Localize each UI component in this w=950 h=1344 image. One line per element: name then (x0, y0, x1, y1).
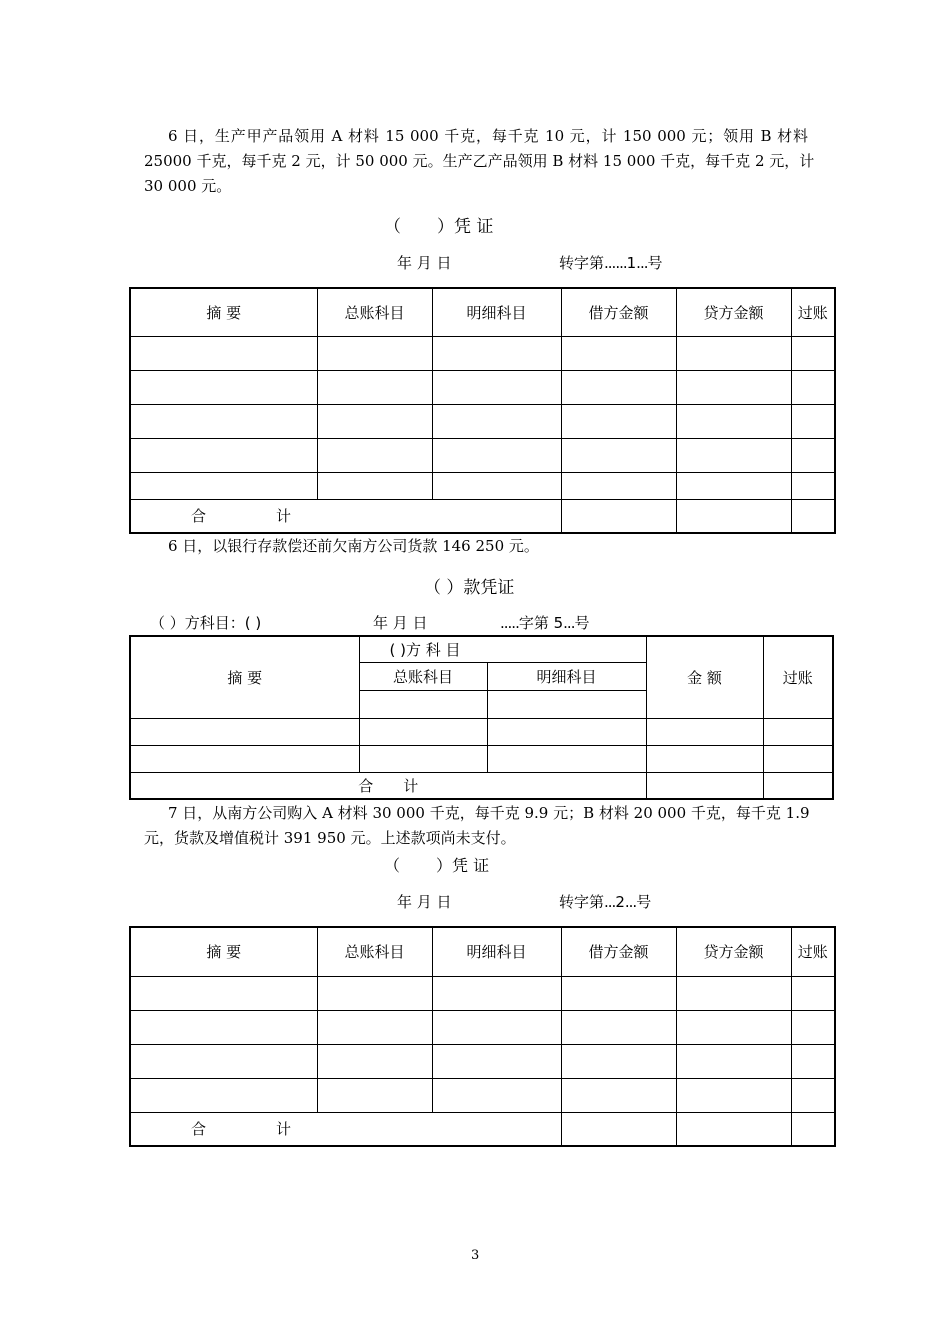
voucher1-total-row (130, 499, 835, 533)
cell[interactable] (561, 336, 676, 370)
header-general-account: 总账科目 (317, 288, 432, 336)
total-credit-cell[interactable] (676, 1112, 791, 1146)
cell[interactable] (561, 976, 676, 1010)
cell[interactable] (432, 370, 561, 404)
cell[interactable] (791, 370, 835, 404)
total-label (130, 772, 646, 799)
voucher1-date: 年 月 日 (397, 254, 452, 272)
table-row (130, 336, 835, 370)
voucher3-total-row (130, 1112, 835, 1146)
voucher2-number-dots: ..... (500, 614, 519, 632)
header-amount: 金 额 (646, 636, 763, 718)
total-label-part: 合 (358, 776, 374, 795)
cell[interactable] (130, 336, 317, 370)
voucher3-title-open: （ (384, 856, 401, 875)
total-label (130, 1112, 561, 1146)
cell[interactable] (791, 1044, 835, 1078)
total-posted-cell[interactable] (791, 1112, 835, 1146)
cell[interactable] (317, 1078, 432, 1112)
paragraph-transaction-6-materials (144, 124, 815, 199)
cell[interactable] (561, 370, 676, 404)
cell[interactable] (130, 404, 317, 438)
voucher3-number-dots: ... (604, 893, 616, 911)
cell[interactable] (676, 1010, 791, 1044)
cell[interactable] (763, 745, 833, 772)
cell[interactable] (317, 370, 432, 404)
cell[interactable] (487, 718, 646, 745)
header-summary: 摘 要 (130, 636, 359, 718)
total-label-part: 合 (191, 507, 207, 526)
paragraph-line: 元，货款及增值税计 391 950 元。上述款项尚未支付。 (144, 829, 516, 847)
header-summary: 摘 要 (130, 288, 317, 336)
total-debit-cell[interactable] (561, 499, 676, 533)
header-side-account: ( )方 科 目 (359, 636, 646, 662)
table-row (130, 718, 833, 745)
total-label-part: 合 (191, 1120, 207, 1139)
voucher1-number-value: 1 (626, 254, 637, 272)
cell[interactable] (561, 438, 676, 472)
cell[interactable] (763, 718, 833, 745)
cell[interactable] (432, 404, 561, 438)
voucher2-number (500, 612, 589, 633)
cell[interactable] (317, 976, 432, 1010)
cell[interactable] (432, 438, 561, 472)
cell[interactable] (359, 745, 487, 772)
cell[interactable] (561, 1044, 676, 1078)
header-general-account: 总账科目 (317, 927, 432, 976)
cell[interactable] (561, 1010, 676, 1044)
header-summary: 摘 要 (130, 927, 317, 976)
cell[interactable] (676, 404, 791, 438)
cell[interactable] (646, 745, 763, 772)
cell[interactable] (317, 438, 432, 472)
table-row (130, 472, 835, 499)
cell[interactable] (676, 370, 791, 404)
voucher3-table (129, 926, 836, 1147)
cell[interactable] (791, 404, 835, 438)
cell[interactable] (130, 718, 359, 745)
cell[interactable] (317, 336, 432, 370)
voucher1-number-dots: ...... (604, 254, 627, 272)
table-row (130, 976, 835, 1010)
voucher1-number-prefix: 转字第 (559, 254, 605, 272)
total-posted-cell[interactable] (791, 499, 835, 533)
voucher3-number-dots: ... (624, 893, 637, 911)
cell[interactable] (317, 1044, 432, 1078)
cell[interactable] (432, 1044, 561, 1078)
total-label-part: 计 (276, 1120, 292, 1139)
paragraph-line: 6 日，以银行存款偿还前欠南方公司货款 146 250 元。 (168, 537, 539, 555)
cell[interactable] (676, 438, 791, 472)
header-posted: 过账 (791, 288, 835, 336)
voucher3-number-suffix: 号 (636, 893, 652, 911)
cell[interactable] (676, 336, 791, 370)
cell[interactable] (130, 438, 317, 472)
header-general-account: 总账科目 (359, 662, 487, 690)
table-row (130, 1010, 835, 1044)
table-row (130, 745, 833, 772)
cell[interactable] (791, 472, 835, 499)
paragraph-transaction-6-repayment (144, 534, 808, 559)
cell[interactable] (359, 718, 487, 745)
header-detail-account: 明细科目 (432, 927, 561, 976)
cell[interactable] (432, 472, 561, 499)
voucher3-title-close: ）凭 证 (436, 856, 490, 875)
cell[interactable] (130, 745, 359, 772)
voucher3-header-row (130, 927, 835, 976)
cell[interactable] (791, 336, 835, 370)
cell[interactable] (359, 690, 487, 718)
cell[interactable] (130, 370, 317, 404)
cell[interactable] (676, 1044, 791, 1078)
table-row (130, 1078, 835, 1112)
voucher1-title-open: （ (384, 217, 401, 237)
cell[interactable] (791, 976, 835, 1010)
voucher2-total-row (130, 772, 833, 799)
header-posted: 过账 (763, 636, 833, 718)
cell[interactable] (432, 976, 561, 1010)
cell[interactable] (487, 690, 646, 718)
cell[interactable] (130, 1044, 317, 1078)
cell[interactable] (791, 1010, 835, 1044)
total-amount-cell[interactable] (646, 772, 763, 799)
table-row (130, 370, 835, 404)
paragraph-transaction-7-purchase (144, 801, 808, 851)
header-credit: 贷方金额 (676, 288, 791, 336)
voucher1-number-dots: ... (636, 254, 648, 272)
table-row (130, 438, 835, 472)
header-posted: 过账 (791, 927, 835, 976)
cell[interactable] (432, 1010, 561, 1044)
cell[interactable] (676, 1078, 791, 1112)
cell[interactable] (791, 438, 835, 472)
cell[interactable] (561, 404, 676, 438)
voucher1-title (384, 212, 493, 237)
voucher2-table (129, 635, 834, 800)
voucher2-number-suffix: 号 (574, 614, 590, 632)
total-posted-cell[interactable] (763, 772, 833, 799)
cell[interactable] (130, 976, 317, 1010)
total-credit-cell[interactable] (676, 499, 791, 533)
cell[interactable] (676, 976, 791, 1010)
table-row (130, 1044, 835, 1078)
voucher2-number-prefix: 字第 5 (518, 614, 564, 632)
voucher1-header-row (130, 288, 835, 336)
cell[interactable] (676, 472, 791, 499)
voucher3-number-value: 2 (615, 893, 625, 911)
voucher1-number (559, 252, 663, 273)
voucher3-title (384, 853, 489, 876)
total-label (130, 499, 561, 533)
cell[interactable] (130, 472, 317, 499)
total-debit-cell[interactable] (561, 1112, 676, 1146)
voucher3-number-prefix: 转字第 (559, 893, 605, 911)
voucher2-account-label: （ ）方科目：( ) (150, 614, 262, 632)
paragraph-line: 30 000 元。 (144, 177, 232, 195)
cell[interactable] (317, 472, 432, 499)
cell[interactable] (561, 472, 676, 499)
header-debit: 借方金额 (561, 288, 676, 336)
voucher2-date: 年 月 日 (373, 614, 428, 632)
voucher1-number-suffix: 号 (647, 254, 663, 272)
cell[interactable] (432, 336, 561, 370)
cell[interactable] (791, 1078, 835, 1112)
total-label-part: 计 (276, 507, 292, 526)
cell[interactable] (317, 1010, 432, 1044)
cell[interactable] (561, 1078, 676, 1112)
header-detail-account: 明细科目 (487, 662, 646, 690)
voucher2-header-row (130, 636, 833, 662)
paragraph-line: 25000 千克，每千克 2 元，计 50 000 元。生产乙产品领用 B 材料 15 000 千克，每千克 2 元，计 (144, 152, 815, 170)
page-number: 3 (471, 1248, 480, 1263)
paragraph-line: 7 日，从南方公司购入 A 材料 30 000 千克，每千克 9.9 元；B 材料 20 000 千克，每千克 1.9 (168, 804, 810, 822)
table-row (130, 404, 835, 438)
cell[interactable] (646, 718, 763, 745)
cell[interactable] (130, 1010, 317, 1044)
header-debit: 借方金额 (561, 927, 676, 976)
paragraph-line: 6 日，生产甲产品领用 A 材料 15 000 千克，每千克 10 元，计 150 000 元；领用 B 材料 (168, 127, 808, 145)
cell[interactable] (317, 404, 432, 438)
voucher2-number-dots: ... (563, 614, 575, 632)
cell[interactable] (432, 1078, 561, 1112)
voucher3-number (559, 891, 651, 912)
cell[interactable] (487, 745, 646, 772)
total-label-part: 计 (403, 776, 419, 795)
header-credit: 贷方金额 (676, 927, 791, 976)
voucher3-date: 年 月 日 (397, 893, 452, 911)
voucher1-title-close: ）凭 证 (437, 217, 494, 237)
cell[interactable] (130, 1078, 317, 1112)
header-detail-account: 明细科目 (432, 288, 561, 336)
voucher1-table (129, 287, 836, 534)
voucher2-title: （ ）款凭证 (424, 578, 515, 598)
